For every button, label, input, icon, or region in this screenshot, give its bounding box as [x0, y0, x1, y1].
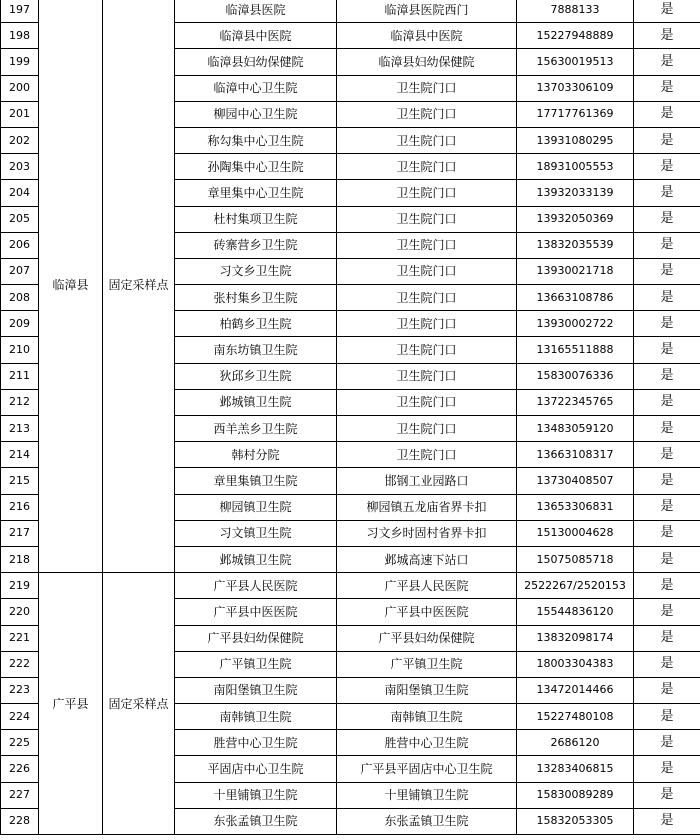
- institution-name: 临漳县医院: [175, 0, 337, 23]
- status-cell: 是: [634, 258, 700, 284]
- institution-name: 张村集乡卫生院: [175, 285, 337, 311]
- sampling-location: 临漳县医院西门: [337, 0, 517, 23]
- status-cell: 是: [634, 468, 700, 494]
- row-number: 219: [1, 573, 39, 599]
- status-cell: 是: [634, 232, 700, 258]
- sampling-location: 东张孟镇卫生院: [337, 808, 517, 834]
- contact-phone: 15830076336: [517, 363, 634, 389]
- contact-phone: 13730408507: [517, 468, 634, 494]
- status-cell: 是: [634, 49, 700, 75]
- county-cell: 临漳县: [39, 0, 103, 573]
- sampling-location: 南阳堡镇卫生院: [337, 677, 517, 703]
- institution-name: 东张孟镇卫生院: [175, 808, 337, 834]
- contact-phone: 13832035539: [517, 232, 634, 258]
- institution-name: 南东坊镇卫生院: [175, 337, 337, 363]
- status-cell: 是: [634, 416, 700, 442]
- institution-name: 韩村分院: [175, 442, 337, 468]
- contact-phone: 2686120: [517, 730, 634, 756]
- contact-phone: 13653306831: [517, 494, 634, 520]
- institution-name: 临漳县中医院: [175, 23, 337, 49]
- status-cell: 是: [634, 23, 700, 49]
- status-cell: 是: [634, 782, 700, 808]
- institution-name: 十里铺镇卫生院: [175, 782, 337, 808]
- status-cell: 是: [634, 363, 700, 389]
- row-number: 210: [1, 337, 39, 363]
- row-number: 218: [1, 546, 39, 572]
- institution-name: 南阳堡镇卫生院: [175, 677, 337, 703]
- institution-name: 南韩镇卫生院: [175, 704, 337, 730]
- institution-name: 章里集中心卫生院: [175, 180, 337, 206]
- status-cell: 是: [634, 75, 700, 101]
- status-cell: 是: [634, 127, 700, 153]
- sampling-location: 卫生院门口: [337, 75, 517, 101]
- sampling-location: 卫生院门口: [337, 416, 517, 442]
- sampling-location: 卫生院门口: [337, 311, 517, 337]
- institution-name: 习文镇卫生院: [175, 520, 337, 546]
- row-number: 208: [1, 285, 39, 311]
- row-number: 223: [1, 677, 39, 703]
- sampling-location: 柳园镇五龙庙省界卡扣: [337, 494, 517, 520]
- sampling-type-cell: 固定采样点: [103, 0, 175, 573]
- row-number: 225: [1, 730, 39, 756]
- institution-name: 孙陶集中心卫生院: [175, 154, 337, 180]
- status-cell: 是: [634, 101, 700, 127]
- status-cell: 是: [634, 154, 700, 180]
- sampling-location: 卫生院门口: [337, 180, 517, 206]
- row-number: 204: [1, 180, 39, 206]
- contact-phone: 13663108786: [517, 285, 634, 311]
- institution-name: 临漳县妇幼保健院: [175, 49, 337, 75]
- status-cell: 是: [634, 285, 700, 311]
- sampling-type-cell: 固定采样点: [103, 573, 175, 835]
- row-number: 213: [1, 416, 39, 442]
- row-number: 221: [1, 625, 39, 651]
- institution-name: 邺城镇卫生院: [175, 546, 337, 572]
- sampling-location: 邺城高速下站口: [337, 546, 517, 572]
- row-number: 203: [1, 154, 39, 180]
- institution-name: 柳园中心卫生院: [175, 101, 337, 127]
- contact-phone: 15832053305: [517, 808, 634, 834]
- table-body: [1, 0, 700, 835]
- row-number: 224: [1, 704, 39, 730]
- institution-name: 砖寨营乡卫生院: [175, 232, 337, 258]
- contact-phone: 15830089289: [517, 782, 634, 808]
- row-number: 209: [1, 311, 39, 337]
- row-number: 226: [1, 756, 39, 782]
- sampling-location: 卫生院门口: [337, 206, 517, 232]
- status-cell: 是: [634, 546, 700, 572]
- sampling-location: 卫生院门口: [337, 258, 517, 284]
- status-cell: 是: [634, 756, 700, 782]
- contact-phone: 13932033139: [517, 180, 634, 206]
- contact-phone: 13932050369: [517, 206, 634, 232]
- row-number: 228: [1, 808, 39, 834]
- sampling-location: 胜营中心卫生院: [337, 730, 517, 756]
- row-number: 214: [1, 442, 39, 468]
- sampling-location: 卫生院门口: [337, 442, 517, 468]
- row-number: 206: [1, 232, 39, 258]
- contact-phone: 7888133: [517, 0, 634, 23]
- contact-phone: 13483059120: [517, 416, 634, 442]
- status-cell: 是: [634, 494, 700, 520]
- status-cell: 是: [634, 0, 700, 23]
- table-row: [1, 0, 700, 23]
- status-cell: 是: [634, 651, 700, 677]
- status-cell: 是: [634, 677, 700, 703]
- row-number: 200: [1, 75, 39, 101]
- county-cell: 广平县: [39, 573, 103, 835]
- sampling-location: 邯钢工业园路口: [337, 468, 517, 494]
- status-cell: 是: [634, 337, 700, 363]
- row-number: 197: [1, 0, 39, 23]
- contact-phone: 15130004628: [517, 520, 634, 546]
- row-number: 220: [1, 599, 39, 625]
- institution-name: 西羊羔乡卫生院: [175, 416, 337, 442]
- institution-name: 胜营中心卫生院: [175, 730, 337, 756]
- sampling-location: 南韩镇卫生院: [337, 704, 517, 730]
- status-cell: 是: [634, 442, 700, 468]
- contact-phone: 13663108317: [517, 442, 634, 468]
- row-number: 217: [1, 520, 39, 546]
- sampling-location: 卫生院门口: [337, 337, 517, 363]
- contact-phone: 15544836120: [517, 599, 634, 625]
- status-cell: 是: [634, 389, 700, 415]
- status-cell: 是: [634, 599, 700, 625]
- status-cell: 是: [634, 180, 700, 206]
- row-number: 205: [1, 206, 39, 232]
- contact-phone: 17717761369: [517, 101, 634, 127]
- status-cell: 是: [634, 808, 700, 834]
- sampling-location: 卫生院门口: [337, 285, 517, 311]
- contact-phone: 18003304383: [517, 651, 634, 677]
- status-cell: 是: [634, 730, 700, 756]
- row-number: 216: [1, 494, 39, 520]
- institution-name: 广平县中医医院: [175, 599, 337, 625]
- sampling-location: 习文乡时固村省界卡扣: [337, 520, 517, 546]
- sampling-location: 卫生院门口: [337, 232, 517, 258]
- contact-phone: 13931080295: [517, 127, 634, 153]
- institution-name: 广平县妇幼保健院: [175, 625, 337, 651]
- row-number: 227: [1, 782, 39, 808]
- status-cell: 是: [634, 206, 700, 232]
- institution-name: 习文乡卫生院: [175, 258, 337, 284]
- institution-name: 柳园镇卫生院: [175, 494, 337, 520]
- sampling-location: 广平县妇幼保健院: [337, 625, 517, 651]
- row-number: 207: [1, 258, 39, 284]
- sampling-location: 临漳县中医院: [337, 23, 517, 49]
- status-cell: 是: [634, 704, 700, 730]
- sampling-location: 十里铺镇卫生院: [337, 782, 517, 808]
- sampling-location: 卫生院门口: [337, 389, 517, 415]
- institution-name: 平固店中心卫生院: [175, 756, 337, 782]
- institution-name: 广平镇卫生院: [175, 651, 337, 677]
- institution-name: 邺城镇卫生院: [175, 389, 337, 415]
- contact-phone: 13930002722: [517, 311, 634, 337]
- contact-phone: 13832098174: [517, 625, 634, 651]
- contact-phone: 13165511888: [517, 337, 634, 363]
- institution-name: 称勾集中心卫生院: [175, 127, 337, 153]
- sampling-location: 卫生院门口: [337, 363, 517, 389]
- institution-name: 临漳中心卫生院: [175, 75, 337, 101]
- status-cell: 是: [634, 311, 700, 337]
- contact-phone: 15630019513: [517, 49, 634, 75]
- sampling-location: 广平镇卫生院: [337, 651, 517, 677]
- status-cell: 是: [634, 625, 700, 651]
- sampling-location: 卫生院门口: [337, 101, 517, 127]
- sampling-location: 广平县平固店中心卫生院: [337, 756, 517, 782]
- sampling-location: 临漳县妇幼保健院: [337, 49, 517, 75]
- contact-phone: 15075085718: [517, 546, 634, 572]
- sampling-location: 卫生院门口: [337, 154, 517, 180]
- row-number: 199: [1, 49, 39, 75]
- status-cell: 是: [634, 573, 700, 599]
- row-number: 211: [1, 363, 39, 389]
- institution-name: 柏鹤乡卫生院: [175, 311, 337, 337]
- contact-phone: 13472014466: [517, 677, 634, 703]
- row-number: 198: [1, 23, 39, 49]
- institution-name: 杜村集项卫生院: [175, 206, 337, 232]
- table-row: [1, 573, 700, 599]
- row-number: 215: [1, 468, 39, 494]
- sampling-location: 广平县人民医院: [337, 573, 517, 599]
- contact-phone: 13703306109: [517, 75, 634, 101]
- contact-phone: 13722345765: [517, 389, 634, 415]
- institution-name: 狄邱乡卫生院: [175, 363, 337, 389]
- sampling-location: 广平县中医医院: [337, 599, 517, 625]
- row-number: 212: [1, 389, 39, 415]
- contact-phone: 15227948889: [517, 23, 634, 49]
- institution-name: 章里集镇卫生院: [175, 468, 337, 494]
- contact-phone: 18931005553: [517, 154, 634, 180]
- contact-phone: 13283406815: [517, 756, 634, 782]
- sampling-location: 卫生院门口: [337, 127, 517, 153]
- contact-phone: 13930021718: [517, 258, 634, 284]
- status-cell: 是: [634, 520, 700, 546]
- row-number: 222: [1, 651, 39, 677]
- row-number: 201: [1, 101, 39, 127]
- contact-phone: 15227480108: [517, 704, 634, 730]
- contact-phone: 2522267/2520153: [517, 573, 634, 599]
- row-number: 202: [1, 127, 39, 153]
- institution-name: 广平县人民医院: [175, 573, 337, 599]
